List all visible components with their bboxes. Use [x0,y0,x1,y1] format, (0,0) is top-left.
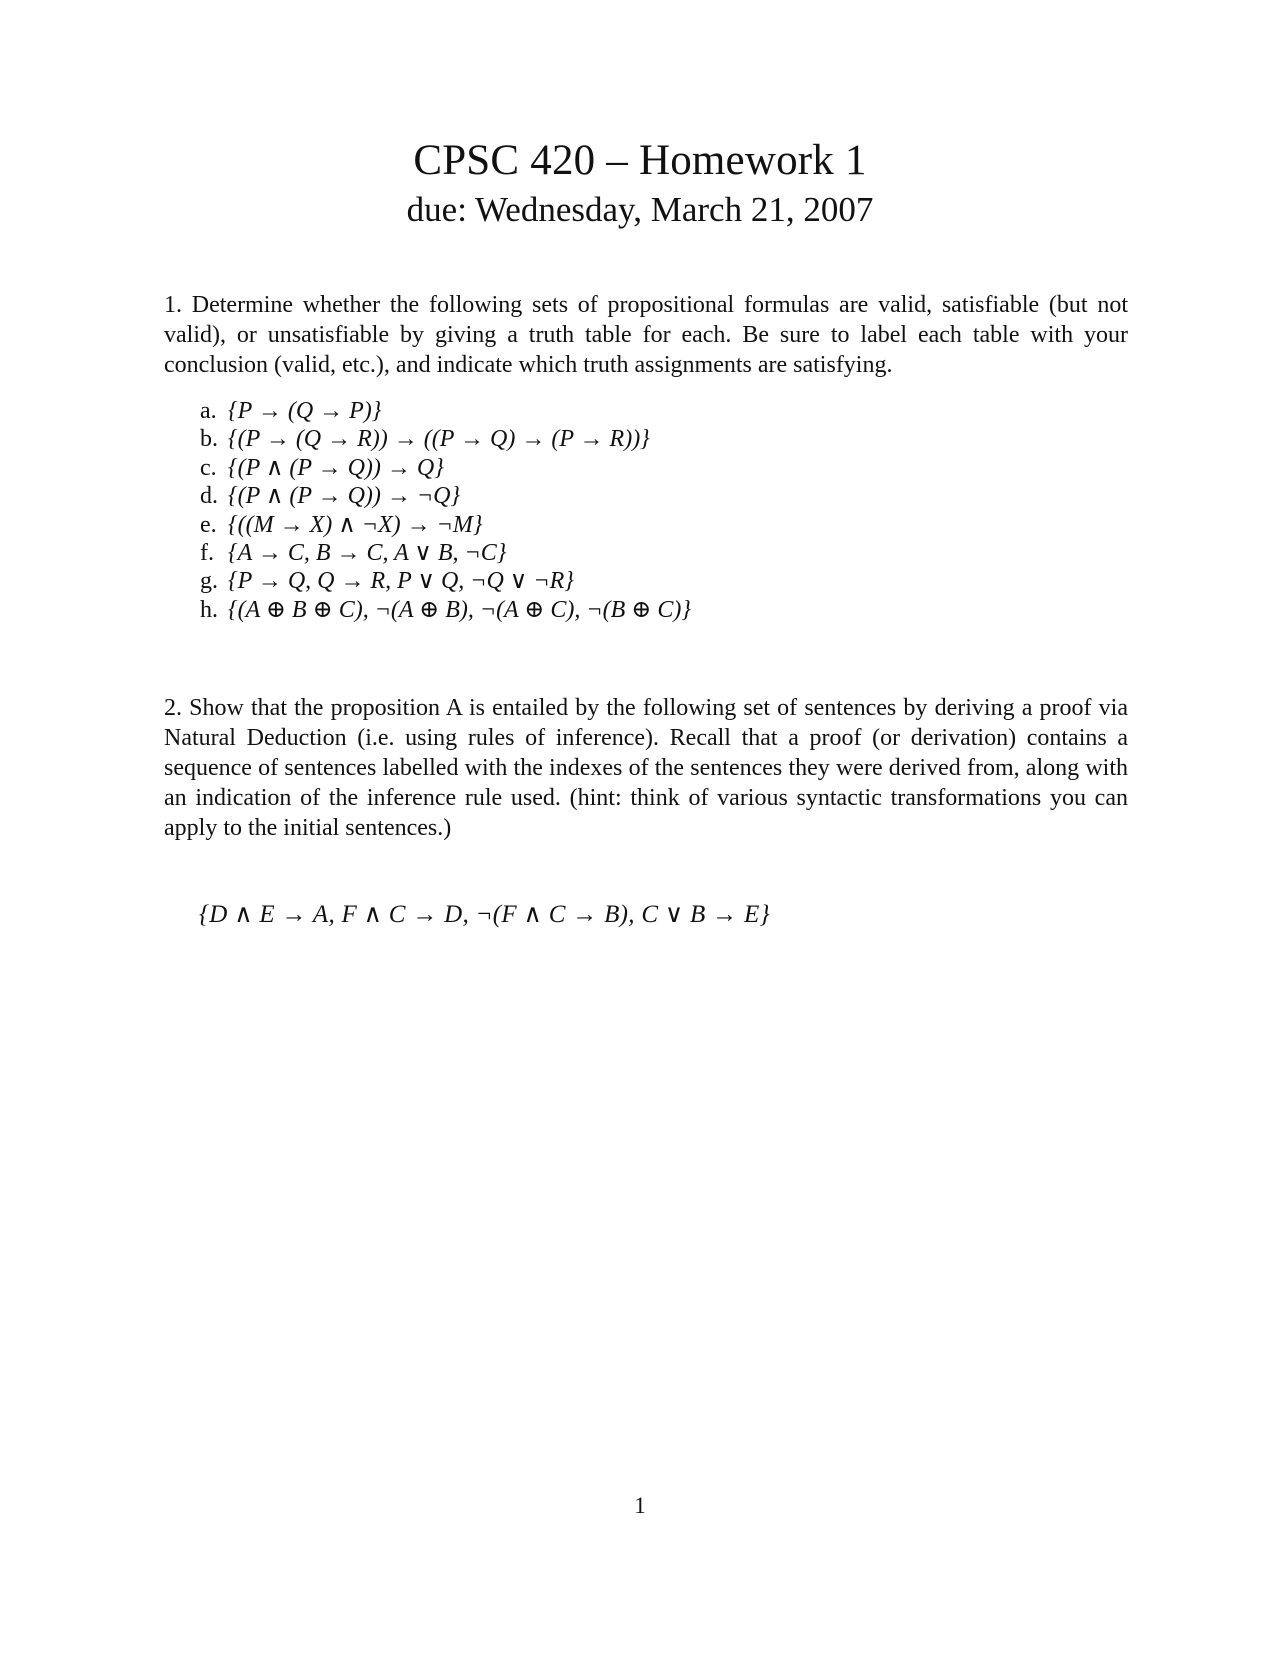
item-label: e. [200,511,217,538]
item-formula: {(P ∧ (P → Q)) → ¬Q} [228,483,461,510]
document-title: CPSC 420 – Homework 1 [413,137,867,184]
formula-item [200,596,691,624]
question-2-prompt: 2. Show that the proposition A is entailed by the following set of sentences by deriving a proof via Natural Deduction (i.e. using rules of inference). Recall that a proof (or derivation) contains a sequence of sentences labelled with the indexes of the sentences they were derived from, along with an indication of the inference rule used. (hint: think of various syntactic transformations you can apply to the initial sentences.) [164,695,1128,841]
item-label: g. [200,568,218,595]
due-date: due: Wednesday, March 21, 2007 [406,190,874,229]
formula-item [200,425,691,453]
item-label: f. [200,540,214,567]
item-label: b. [200,426,218,453]
item-formula: {(P ∧ (P → Q)) → Q} [228,454,444,481]
question-1-prompt: 1. Determine whether the following sets of propositional formulas are valid, satisfiable (but not valid), or unsatisfiable by giving a truth table for each. Be sure to label each table with your conclusion (valid, etc.), and indicate which truth assignments are satisfying. [164,292,1128,378]
item-formula: {P → (Q → P)} [228,398,382,424]
item-label: h. [200,596,218,623]
formula-item [200,397,691,425]
question-1-formula-list [200,397,691,624]
item-label: d. [200,483,218,510]
question-2-sentence-set: {D ∧ E → A, F ∧ C → D, ¬(F ∧ C → B), C ∨ B → E} [199,901,770,928]
formula-item [200,511,691,539]
formula-item [200,482,691,510]
page-number: 1 [634,1493,646,1518]
item-formula: {((M → X) ∧ ¬X) → ¬M} [228,511,483,538]
item-label: c. [200,454,217,481]
item-formula: {(A ⊕ B ⊕ C), ¬(A ⊕ B), ¬(A ⊕ C), ¬(B ⊕ C)} [228,596,691,623]
item-formula: {P → Q, Q → R, P ∨ Q, ¬Q ∨ ¬R} [228,568,574,595]
item-label: a. [200,398,217,424]
formula-item [200,454,691,482]
formula-item [200,567,691,595]
item-formula: {A → C, B → C, A ∨ B, ¬C} [228,540,507,567]
item-formula: {(P → (Q → R)) → ((P → Q) → (P → R))} [228,426,650,453]
formula-item [200,539,691,567]
